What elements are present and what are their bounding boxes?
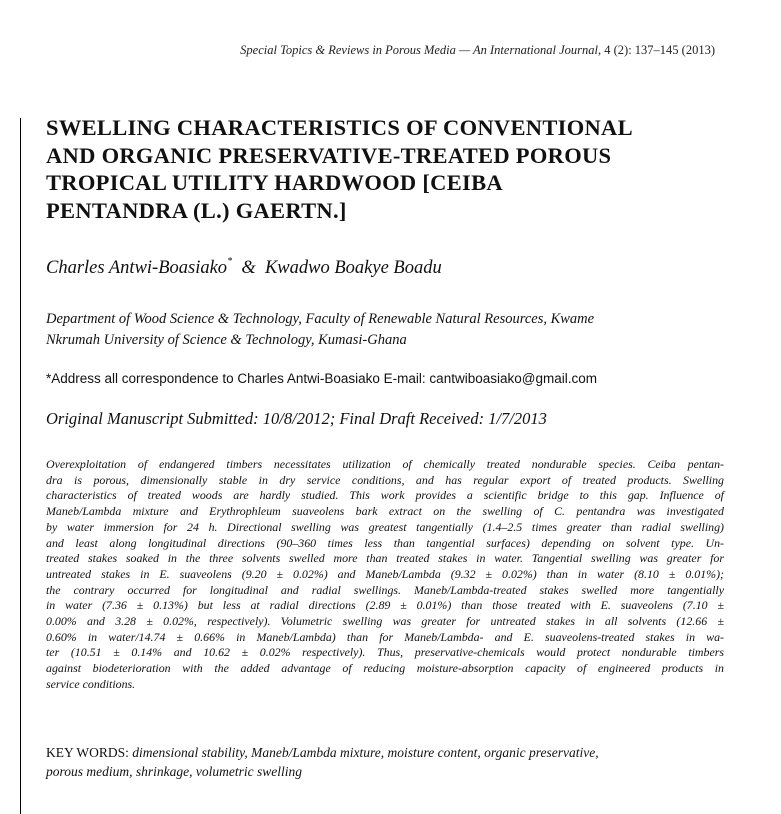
author-separator: &	[241, 258, 256, 278]
affiliation-line: Department of Wood Science & Technology, Faculty of Renewable Natural Resources, Kwame	[46, 311, 595, 327]
abstract-line: 0.00% and 3.28 ± 0.02%, respectively). Volumetric swelling was greater for untreated stakes in all solvents (12.66 ±	[46, 614, 724, 629]
abstract-line: the contrary occurred for longitudinal and radial swellings. Maneb/Lambda-treated stakes swelled more tangentially	[46, 582, 724, 597]
abstract-line: Overexploitation of endangered timbers necessitates utilization of chemically treated nondurable species. Ceiba pentan-	[46, 457, 724, 471]
abstract-line: service conditions.	[46, 676, 136, 691]
correspondence-note: *Address all correspondence to Charles Antwi-Boasiako E-mail: cantwiboasiako@gmail.com	[46, 371, 597, 386]
abstract-line: by water immersion for 24 h. Directional swelling was greatest tangentially (1.4–2.5 times greater than radial swelling)	[46, 519, 724, 534]
title-line: PENTANDRA (L.) GAERTN.]	[46, 197, 347, 223]
abstract-line: 0.60% in water/14.74 ± 0.66% in Maneb/Lambda) than for Maneb/Lambda- and E. suaveolens-treated stakes in wa-	[46, 629, 724, 644]
journal-citation	[240, 43, 715, 58]
keywords-text: porous medium, shrinkage, volumetric swelling	[46, 763, 302, 779]
corresponding-mark: *	[227, 256, 233, 267]
journal-volume-pages: , 4 (2): 137–145 (2013)	[598, 43, 715, 57]
author-first: Charles Antwi-Boasiako	[46, 258, 228, 278]
affiliation	[46, 309, 726, 351]
left-margin-rule	[20, 118, 21, 814]
paper-title	[46, 114, 726, 224]
abstract-line: characteristics of treated woods are hardly studied. This work provides a scientific bridge to this gap. Influence of	[46, 488, 724, 503]
abstract-line: in water (7.36 ± 0.13%) but less at radial directions (2.89 ± 0.01%) than those treated with E. suaveolens (7.10 ±	[46, 598, 724, 613]
keywords-text: dimensional stability, Maneb/Lambda mixture, moisture content, organic preservative,	[132, 745, 599, 760]
abstract-line: dra is porous, dimensionally stable in dry service conditions, and has regular export of treated products. Swelling	[46, 472, 724, 487]
keywords	[46, 744, 724, 781]
manuscript-dates: Original Manuscript Submitted: 10/8/2012; Final Draft Received: 1/7/2013	[46, 409, 547, 428]
author-list	[46, 258, 442, 279]
author-second: Kwadwo Boakye Boadu	[264, 258, 442, 278]
journal-name: Special Topics & Reviews in Porous Media — An International Journal	[240, 43, 598, 57]
abstract-line: and least along longitudinal directions (90–360 times less than tangential surfaces) depending on solvent type. Un-	[46, 535, 724, 550]
keywords-label: KEY WORDS:	[46, 745, 129, 760]
abstract-line: ter (10.51 ± 0.14% and 10.62 ± 0.02% respectively). Thus, preservative-chemicals would protect nondurable timbers	[46, 645, 724, 660]
title-line: TROPICAL UTILITY HARDWOOD [CEIBA	[46, 170, 503, 195]
affiliation-line: Nkrumah University of Science & Technology, Kumasi-Ghana	[46, 332, 407, 348]
title-line: SWELLING CHARACTERISTICS OF CONVENTIONAL	[46, 115, 633, 140]
title-line: AND ORGANIC PRESERVATIVE-TREATED POROUS	[46, 142, 612, 168]
abstract-line: Maneb/Lambda mixture and Erythrophleum suaveolens bark extract on the swelling of C. pentandra was investigated	[46, 504, 724, 519]
abstract-line: treated stakes soaked in the three solvents swelled more than treated stakes in water. Tangential swelling was greater for	[46, 551, 724, 566]
abstract-line: untreated stakes in E. suaveolens (9.20 ± 0.02%) and Maneb/Lambda (9.32 ± 0.02%) than in water (8.10 ± 0.01%);	[46, 566, 724, 581]
abstract-line: against biodeterioration with the added advantage of reducing moisture-absorption capacity of engineered products in	[46, 661, 724, 676]
abstract	[46, 457, 724, 693]
keywords-line	[46, 744, 724, 763]
